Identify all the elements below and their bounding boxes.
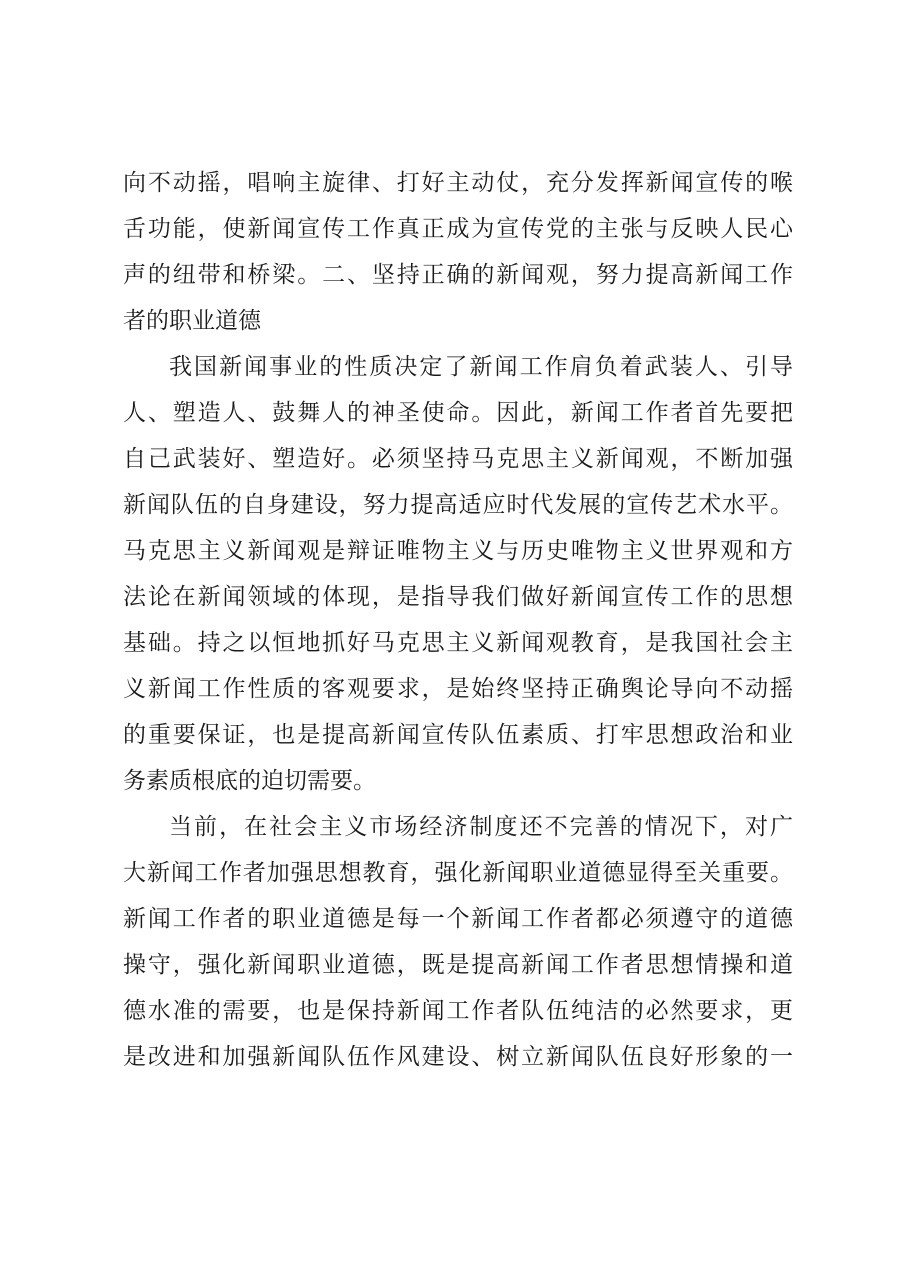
text-line: 者的职业道德 [123,308,261,334]
document-body [123,160,793,1080]
text-line: 新闻队伍的自身建设，努力提高适应时代发展的宣传艺术水平。 [123,492,793,518]
text-line: 是改进和加强新闻队伍作风建设、树立新闻队伍良好形象的一 [123,1044,793,1070]
text-line: 义新闻工作性质的客观要求，是始终坚持正确舆论导向不动摇 [123,676,793,702]
text-line: 向不动摇，唱响主旋律、打好主动仗，充分发挥新闻宣传的喉 [123,170,793,196]
paragraph-3 [123,804,793,1080]
text-line: 的重要保证，也是提高新闻宣传队伍素质、打牢思想政治和业 [123,722,793,748]
text-line: 马克思主义新闻观是辩证唯物主义与历史唯物主义世界观和方 [123,538,793,564]
paragraph-2 [123,344,793,804]
text-line: 大新闻工作者加强思想教育，强化新闻职业道德显得至关重要。 [123,860,793,886]
text-line: 我国新闻事业的性质决定了新闻工作肩负着武装人、引导 [169,354,793,380]
text-line: 基础。持之以恒地抓好马克思主义新闻观教育，是我国社会主 [123,630,793,656]
text-line: 声的纽带和桥梁。二、坚持正确的新闻观，努力提高新闻工作 [123,262,793,288]
paragraph-1 [123,160,793,344]
text-line: 人、塑造人、鼓舞人的神圣使命。因此，新闻工作者首先要把 [123,400,793,426]
text-line: 德水准的需要，也是保持新闻工作者队伍纯洁的必然要求，更 [123,998,793,1024]
text-line: 舌功能，使新闻宣传工作真正成为宣传党的主张与反映人民心 [123,216,793,242]
text-line: 当前，在社会主义市场经济制度还不完善的情况下，对广 [169,814,793,840]
text-line: 务素质根底的迫切需要。 [123,768,376,794]
text-line: 新闻工作者的职业道德是每一个新闻工作者都必须遵守的道德 [123,906,793,932]
text-line: 自己武装好、塑造好。必须坚持马克思主义新闻观，不断加强 [123,446,793,472]
text-line: 法论在新闻领域的体现，是指导我们做好新闻宣传工作的思想 [123,584,793,610]
text-line: 操守，强化新闻职业道德，既是提高新闻工作者思想情操和道 [123,952,793,978]
